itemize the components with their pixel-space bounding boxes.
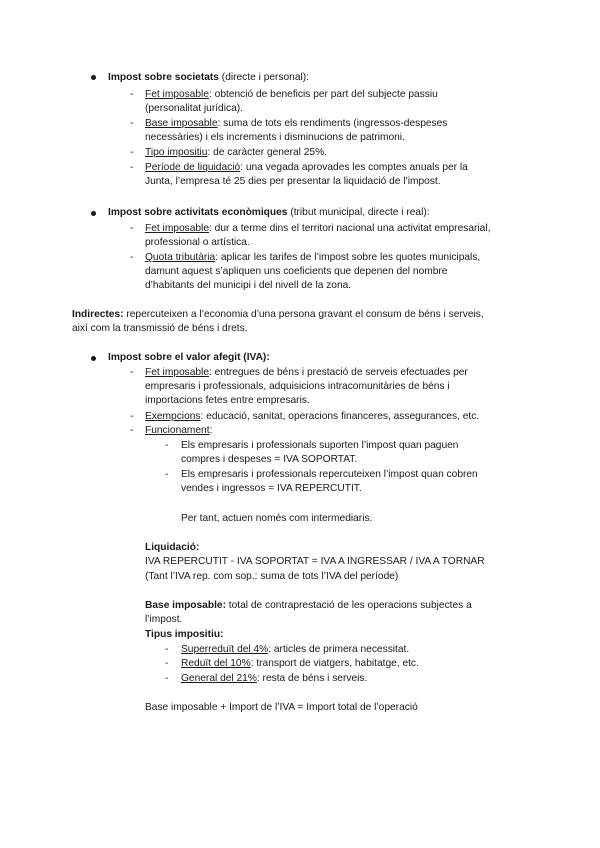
final-formula: Base imposable + Import de l’IVA = Import total de l’operació bbox=[145, 702, 418, 713]
text: : aplicar les tarifes de l’impost sobre les quotes municipals, bbox=[215, 252, 481, 263]
tipus-item bbox=[181, 672, 367, 686]
list-item-cont: necessàries) i els increments i disminucions de patrimoni. bbox=[145, 132, 405, 143]
text: : una vegada aprovades les comptes anuals per la bbox=[240, 162, 468, 173]
list-item-cont: damunt aquest s’apliquen uns coeficients que depenen del nombre bbox=[145, 266, 448, 277]
list-item bbox=[145, 222, 490, 236]
list-item-cont: empresaris i professionals, adquisicions intracomunitàries de béns i bbox=[145, 381, 450, 392]
list-item-cont: professional o artística. bbox=[145, 237, 250, 248]
dash-icon: - bbox=[130, 147, 134, 158]
liquidacio-label: Liquidació: bbox=[145, 542, 200, 553]
list-item-cont: Junta, l’empresa té 25 dies per presentar la liquidació de l’impost. bbox=[145, 176, 441, 187]
term: Fet imposable bbox=[145, 89, 209, 100]
term: Tipo impositiu bbox=[145, 147, 208, 158]
colon: : bbox=[209, 425, 213, 436]
heading-societats bbox=[108, 71, 309, 85]
term: Fet imposable bbox=[145, 223, 209, 234]
term: Superreduït del 4% bbox=[181, 644, 269, 655]
term: Funcionament bbox=[145, 425, 210, 436]
tipus-label: Tipus impositiu: bbox=[145, 629, 224, 640]
dash-icon: - bbox=[130, 367, 134, 378]
term: General del 21% bbox=[181, 673, 257, 684]
base-cont: l’impost. bbox=[145, 614, 183, 625]
heading-activitats bbox=[108, 206, 430, 220]
term: Reduït del 10% bbox=[181, 658, 251, 669]
term: Període de liquidació bbox=[145, 162, 241, 173]
dash-icon: - bbox=[165, 658, 169, 669]
text: : entregues de béns i prestació de serveis efectuades per bbox=[209, 367, 468, 378]
liquidacio-note: (Tant l’IVA rep. com sop.: suma de tots l’IVA del període) bbox=[145, 571, 399, 582]
term: Exempcions bbox=[145, 411, 201, 422]
list-item bbox=[145, 424, 212, 438]
term: Fet imposable bbox=[145, 367, 209, 378]
indirectes-cont: així com la transmissió de béns i drets. bbox=[72, 323, 248, 334]
heading-iva: Impost sobre el valor afegit (IVA): bbox=[108, 352, 270, 363]
tipus-item bbox=[181, 657, 419, 671]
heading-suffix: (tribut municipal, directe i real): bbox=[287, 207, 430, 218]
dash-icon: - bbox=[130, 89, 134, 100]
text: : articles de primera necessitat. bbox=[268, 644, 410, 655]
indirectes-text: repercuteixen a l’economia d’una persona gravant el consum de béns i serveis, bbox=[123, 309, 484, 320]
funcionament-note: Per tant, actuen només com intermediaris. bbox=[181, 513, 373, 524]
heading-suffix: (directe i personal): bbox=[218, 72, 309, 83]
bullet-icon bbox=[91, 211, 96, 216]
list-item bbox=[145, 366, 468, 380]
indirectes-label: Indirectes: bbox=[72, 309, 124, 320]
text: : educació, sanitat, operacions financeres, assegurances, etc. bbox=[200, 411, 480, 422]
dash-icon: - bbox=[130, 223, 134, 234]
bullet-icon bbox=[91, 356, 96, 361]
list-item bbox=[145, 88, 438, 102]
list-item bbox=[145, 146, 327, 160]
sub-item-cont: vendes i ingressos = IVA REPERCUTIT. bbox=[181, 483, 362, 494]
list-item bbox=[145, 410, 479, 424]
dash-icon: - bbox=[130, 162, 134, 173]
heading-title: Impost sobre activitats econòmiques bbox=[108, 207, 288, 218]
list-item-cont: importacions fetes entre empresaris. bbox=[145, 395, 310, 406]
list-item-cont: d’habitants del municipi i del nivell de la zona. bbox=[145, 280, 352, 291]
text: : resta de béns i serveis. bbox=[256, 673, 368, 684]
sub-item: Els empresaris i professionals repercuteixen l’impost quan cobren bbox=[181, 469, 478, 480]
heading-title: Impost sobre societats bbox=[108, 72, 219, 83]
text: : suma de tots els rendiments (ingressos-despeses bbox=[217, 118, 448, 129]
list-item-cont: (personalitat jurídica). bbox=[145, 103, 243, 114]
dash-icon: - bbox=[165, 673, 169, 684]
text: : transport de viatgers, habitatge, etc. bbox=[250, 658, 419, 669]
text: : dur a terme dins el territori nacional una activitat empresarial, bbox=[209, 223, 491, 234]
dash-icon: - bbox=[130, 252, 134, 263]
term: Quota tributària bbox=[145, 252, 216, 263]
dash-icon: - bbox=[165, 440, 169, 451]
base-text: total de contraprestació de les operacions subjectes a bbox=[225, 600, 472, 611]
sub-item-cont: compres i despeses = IVA SOPORTAT. bbox=[181, 454, 358, 465]
base-label: Base imposable: bbox=[145, 600, 226, 611]
term: Base imposable bbox=[145, 118, 218, 129]
dash-icon: - bbox=[165, 469, 169, 480]
dash-icon: - bbox=[130, 411, 134, 422]
list-item bbox=[145, 117, 447, 131]
text: : obtenció de beneficis per part del subjecte passiu bbox=[209, 89, 438, 100]
list-item bbox=[145, 161, 468, 175]
bullet-icon bbox=[91, 75, 96, 80]
dash-icon: - bbox=[130, 118, 134, 129]
dash-icon: - bbox=[165, 644, 169, 655]
indirectes-paragraph bbox=[72, 308, 484, 322]
base-paragraph bbox=[145, 599, 472, 613]
liquidacio-formula: IVA REPERCUTIT - IVA SOPORTAT = IVA A INGRESSAR / IVA A TORNAR bbox=[145, 556, 485, 567]
tipus-item bbox=[181, 643, 409, 657]
list-item bbox=[145, 251, 480, 265]
dash-icon: - bbox=[130, 425, 134, 436]
text: : de caràcter general 25%. bbox=[207, 147, 327, 158]
sub-item: Els empresaris i professionals suporten l’impost quan paguen bbox=[181, 440, 459, 451]
